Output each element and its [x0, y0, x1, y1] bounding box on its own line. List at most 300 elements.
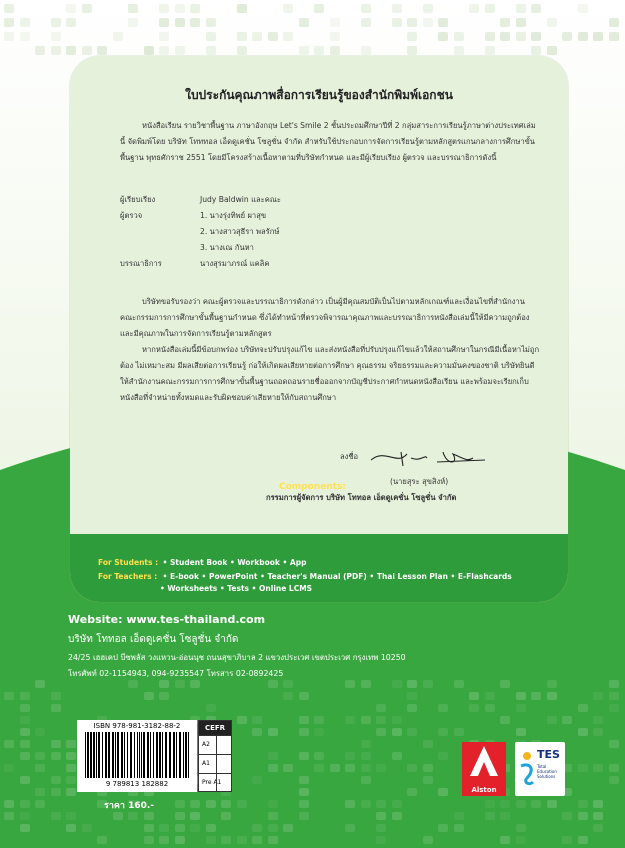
decorative-tile	[376, 824, 386, 832]
decorative-tile	[206, 704, 216, 712]
decorative-tile	[407, 46, 417, 55]
decorative-tile	[392, 728, 402, 736]
decorative-tile	[66, 788, 76, 796]
decorative-tile	[392, 680, 402, 688]
students-items: • Student Book • Workbook • App	[162, 558, 307, 567]
decorative-tile	[299, 716, 309, 724]
signer-name: (นายสุระ สุขสิงห์)	[390, 477, 449, 486]
decorative-tile	[345, 764, 355, 772]
decorative-tile	[547, 716, 557, 724]
decorative-tile	[578, 812, 588, 820]
decorative-tile	[35, 800, 45, 808]
decorative-tile	[345, 716, 355, 724]
cefr-level: A2	[199, 735, 231, 754]
decorative-tile	[407, 764, 417, 772]
barcode-bar	[169, 732, 171, 778]
signer-title: กรรมการผู้จัดการ บริษัท โททอล เอ็ดดูเคชั่น โซลูชั่น จำกัด	[266, 493, 457, 502]
decorative-tile	[252, 836, 262, 844]
decorative-tile	[407, 680, 417, 688]
decorative-tile	[516, 824, 526, 832]
decorative-tile	[268, 812, 278, 820]
decorative-tile	[593, 812, 603, 820]
decorative-tile	[593, 824, 603, 832]
decorative-tile	[454, 812, 464, 820]
decorative-tile	[4, 4, 14, 13]
decorative-tile	[500, 32, 510, 41]
decorative-tile	[454, 824, 464, 832]
decorative-tile	[469, 692, 479, 700]
price: ราคา 160.-	[104, 801, 155, 811]
decorative-tile	[376, 728, 386, 736]
decorative-tile	[361, 4, 371, 13]
decorative-tile	[485, 812, 495, 820]
decorative-tile	[128, 812, 138, 820]
decorative-tile	[252, 716, 262, 724]
decorative-tile	[609, 18, 619, 27]
decorative-tile	[51, 788, 61, 796]
decorative-tile	[20, 728, 30, 736]
decorative-tile	[485, 4, 495, 13]
barcode-digits: 9 789813 182882	[105, 780, 169, 788]
credit-row: บรรณาธิการ นางสุรมาภรณ์ แคลิค	[120, 259, 270, 268]
decorative-tile	[423, 764, 433, 772]
decorative-tile	[376, 764, 386, 772]
decorative-tile	[376, 812, 386, 820]
decorative-tile	[469, 704, 479, 712]
decorative-tile	[330, 764, 340, 772]
decorative-tile	[531, 800, 541, 808]
decorative-tile	[423, 836, 433, 844]
decorative-tile	[283, 680, 293, 688]
barcode-bar	[117, 732, 119, 778]
decorative-tile	[330, 32, 340, 41]
decorative-tile	[423, 18, 433, 27]
components-teachers	[98, 572, 512, 581]
decorative-tile	[144, 812, 154, 820]
decorative-tile	[144, 692, 154, 700]
decorative-tile	[51, 18, 61, 27]
decorative-tile	[500, 800, 510, 808]
decorative-tile	[206, 800, 216, 808]
decorative-tile	[66, 46, 76, 55]
decorative-tile	[237, 836, 247, 844]
decorative-tile	[516, 836, 526, 844]
decorative-tile	[392, 812, 402, 820]
decorative-tile	[299, 46, 309, 55]
decorative-tile	[578, 32, 588, 41]
decorative-tile	[221, 836, 231, 844]
decorative-tile	[82, 46, 92, 55]
decorative-tile	[547, 800, 557, 808]
barcode-bar	[112, 732, 114, 778]
barcode-bar	[96, 732, 97, 778]
decorative-tile	[128, 680, 138, 688]
decorative-tile	[376, 704, 386, 712]
decorative-tile	[516, 4, 526, 13]
decorative-tile	[547, 18, 557, 27]
alston-a-icon	[462, 742, 506, 782]
decorative-tile	[361, 740, 371, 748]
barcode-bars	[83, 732, 193, 780]
decorative-tile	[190, 812, 200, 820]
decorative-tile	[392, 4, 402, 13]
decorative-tile	[4, 812, 14, 820]
decorative-tile	[190, 824, 200, 832]
decorative-tile	[299, 752, 309, 760]
decorative-tile	[252, 824, 262, 832]
decorative-tile	[35, 680, 45, 688]
barcode-bar	[127, 732, 128, 778]
decorative-tile	[268, 32, 278, 41]
decorative-tile	[268, 836, 278, 844]
decorative-tile	[175, 18, 185, 27]
decorative-tile	[547, 692, 557, 700]
decorative-tile	[4, 32, 14, 41]
barcode-bar	[153, 732, 154, 778]
barcode-bar	[124, 732, 125, 778]
decorative-tile	[4, 800, 14, 808]
teachers-label: For Teachers :	[98, 572, 158, 581]
decorative-tile	[252, 728, 262, 736]
decorative-tile	[190, 4, 200, 13]
decorative-tile	[144, 46, 154, 55]
decorative-tile	[376, 800, 386, 808]
decorative-tile	[485, 32, 495, 41]
decorative-tile	[66, 812, 76, 820]
decorative-tile	[20, 716, 30, 724]
decorative-tile	[20, 812, 30, 820]
barcode-bar	[185, 732, 187, 778]
decorative-tile	[609, 692, 619, 700]
decorative-tile	[392, 716, 402, 724]
barcode	[77, 720, 197, 792]
decorative-tile	[299, 788, 309, 796]
decorative-tile	[593, 32, 603, 41]
decorative-tile	[438, 704, 448, 712]
decorative-tile	[361, 752, 371, 760]
decorative-tile	[516, 800, 526, 808]
decorative-tile	[20, 704, 30, 712]
decorative-tile	[20, 752, 30, 760]
decorative-tile	[562, 32, 572, 41]
tes-swirl-icon	[517, 748, 539, 788]
decorative-tile	[392, 18, 402, 27]
decorative-tile	[159, 680, 169, 688]
decorative-tile	[159, 18, 169, 27]
decorative-tile	[314, 46, 324, 55]
certificate-panel	[70, 56, 568, 534]
decorative-tile	[144, 836, 154, 844]
decorative-tile	[97, 46, 107, 55]
decorative-tile	[438, 18, 448, 27]
decorative-tile	[66, 776, 76, 784]
teachers-items-2: • Worksheets • Tests • Online LCMS	[160, 584, 313, 593]
decorative-tile	[500, 836, 510, 844]
credit-row: 2. นางสาวสุธีรา พลรักษ์	[200, 227, 280, 236]
decorative-tile	[485, 800, 495, 808]
barcode-bar	[173, 732, 175, 778]
barcode-bar	[183, 732, 184, 778]
decorative-tile	[82, 824, 92, 832]
decorative-tile	[361, 680, 371, 688]
decorative-tile	[531, 692, 541, 700]
components-teachers-more	[160, 584, 312, 593]
decorative-tile	[51, 692, 61, 700]
cefr-scale	[198, 720, 232, 792]
credit-row: ผู้ตรวจ 1. นางรุ่งทิพย์ ผาสุข	[120, 211, 267, 220]
barcode-bar	[108, 732, 110, 778]
decorative-tile	[20, 776, 30, 784]
credit-row: 3. นางเณ กันหา	[200, 243, 254, 252]
decorative-tile	[485, 692, 495, 700]
certificate-paragraph-2: บริษัทขอรับรองว่า คณะผู้ตรวจและบรรณาธิการดังกล่าว เป็นผู้มีคุณสมบัติเป็นไปตามหลักเกณฑ์และเงื่อนไขที่สำนักงานคณะกรรมการการศึกษาขั้นพื้นฐานกำหนด ซึ่งได้ทำหน้าที่ตรวจพิจารณาคุณภาพและบรรณาธิการหนังสือเล่มนี้ให้มีความถูกต้องและมีคุณภาพในการจัดการเรียนรู้ตามหลักสูตร	[120, 297, 530, 338]
barcode-bar	[93, 732, 95, 778]
decorative-tile	[469, 4, 479, 13]
decorative-tile	[593, 716, 603, 724]
decorative-tile	[51, 776, 61, 784]
certificate-paragraph-3: หากหนังสือเล่มนี้มีข้อบกพร่อง บริษัทจะปรับปรุงแก้ไข และส่งหนังสือที่ปรับปรุงแก้ไขแล้วให้สถานศึกษาในกรณีมีเนื้อหาไม่ถูกต้อง ไม่เหมาะสม มีผลเสียต่อการเรียนรู้ ก่อให้เกิดผลเสียหายต่อการศึกษา คุณธรรม จริยธรรมและความมั่นคงของชาติ บริษัทยินดีให้สำนักงานคณะกรรมการการศึกษาขั้นพื้นฐานถอดถอนรายชื่อออกจากบัญชีประกาศกำหนดหนังสือเรียน และพร้อมจะเรียกเก็บหนังสือที่จำหน่ายทั้งหมดและรับผิดชอบค่าเสียหายให้กับสถานศึกษา	[120, 345, 540, 402]
decorative-tile	[159, 4, 169, 13]
barcode-bar	[188, 732, 189, 778]
components-title: Components:	[279, 482, 346, 492]
decorative-tile	[423, 680, 433, 688]
decorative-tile	[562, 716, 572, 724]
barcode-bar	[121, 732, 123, 778]
decorative-tile	[237, 4, 247, 13]
decorative-tile	[407, 32, 417, 41]
decorative-tile	[206, 32, 216, 41]
decorative-tile	[314, 728, 324, 736]
decorative-tile	[51, 812, 61, 820]
decorative-tile	[268, 800, 278, 808]
decorative-tile	[20, 18, 30, 27]
decorative-tile	[175, 800, 185, 808]
decorative-tile	[283, 764, 293, 772]
decorative-tile	[175, 680, 185, 688]
barcode-bar	[159, 732, 161, 778]
decorative-tile	[4, 18, 14, 27]
barcode-bar	[141, 732, 142, 778]
barcode-bar	[176, 732, 177, 778]
decorative-tile	[516, 728, 526, 736]
barcode-bar	[143, 732, 145, 778]
decorative-tile	[206, 46, 216, 55]
decorative-tile	[438, 824, 448, 832]
decorative-tile	[345, 800, 355, 808]
decorative-tile	[562, 812, 572, 820]
decorative-tile	[609, 764, 619, 772]
decorative-tile	[562, 836, 572, 844]
decorative-tile	[252, 776, 262, 784]
decorative-tile	[20, 740, 30, 748]
decorative-tile	[175, 836, 185, 844]
decorative-tile	[35, 752, 45, 760]
decorative-tile	[345, 752, 355, 760]
decorative-tile	[35, 788, 45, 796]
decorative-tile	[454, 728, 464, 736]
decorative-tile	[35, 764, 45, 772]
decorative-tile	[531, 4, 541, 13]
decorative-tile	[66, 752, 76, 760]
decorative-tile	[593, 692, 603, 700]
decorative-tile	[407, 728, 417, 736]
barcode-bar	[102, 732, 103, 778]
decorative-tile	[299, 728, 309, 736]
certificate-title: ใบประกันคุณภาพสื่อการเรียนรู้ของสำนักพิมพ์เอกชน	[185, 88, 453, 102]
decorative-tile	[361, 764, 371, 772]
decorative-tile	[531, 46, 541, 55]
decorative-tile	[35, 728, 45, 736]
decorative-tile	[237, 32, 247, 41]
decorative-tile	[578, 800, 588, 808]
decorative-tile	[438, 32, 448, 41]
barcode-bar	[115, 732, 116, 778]
decorative-tile	[361, 800, 371, 808]
decorative-tile	[268, 680, 278, 688]
decorative-tile	[454, 46, 464, 55]
decorative-tile	[345, 824, 355, 832]
decorative-tile	[376, 716, 386, 724]
company-phone: โทรศัพท์ 02-1154943, 094-9235547 โทรสาร 02-0892425	[68, 669, 284, 678]
decorative-tile	[20, 692, 30, 700]
decorative-tile	[51, 740, 61, 748]
decorative-tile	[361, 716, 371, 724]
decorative-tile	[66, 764, 76, 772]
decorative-tile	[252, 32, 262, 41]
decorative-tile	[159, 836, 169, 844]
decorative-tile	[314, 4, 324, 13]
decorative-tile	[268, 752, 278, 760]
sign-label: ลงชื่อ	[340, 452, 359, 461]
decorative-tile	[144, 824, 154, 832]
decorative-tile	[609, 740, 619, 748]
decorative-tile	[20, 32, 30, 41]
decorative-tile	[361, 18, 371, 27]
barcode-bar	[130, 732, 132, 778]
decorative-tile	[516, 704, 526, 712]
decorative-tile	[283, 4, 293, 13]
decorative-tile	[578, 728, 588, 736]
isbn-text: ISBN 978-981-3182-88-2	[93, 722, 181, 730]
barcode-bar	[162, 732, 163, 778]
decorative-tile	[20, 800, 30, 808]
decorative-tile	[206, 824, 216, 832]
certificate-card	[70, 56, 568, 602]
decorative-tile	[516, 32, 526, 41]
decorative-tile	[485, 704, 495, 712]
website-link[interactable]: Website: www.tes-thailand.com	[68, 613, 266, 626]
decorative-tile	[268, 824, 278, 832]
decorative-tile	[609, 776, 619, 784]
company-name: บริษัท โททอล เอ็ดดูเคชั่น โซลูชั่น จำกัด	[68, 634, 239, 645]
decorative-tile	[237, 716, 247, 724]
decorative-tile	[423, 776, 433, 784]
decorative-tile	[20, 824, 30, 832]
alston-logo: Alston	[462, 742, 506, 796]
decorative-tile	[361, 776, 371, 784]
students-label: For Students :	[98, 558, 159, 567]
decorative-tile	[299, 18, 309, 27]
decorative-tile	[66, 824, 76, 832]
decorative-tile	[159, 824, 169, 832]
certificate-paragraph-1: หนังสือเรียน รายวิชาพื้นฐาน ภาษาอังกฤษ Let's Smile 2 ชั้นประถมศึกษาปีที่ 2 กลุ่มสาระการเรียนรู้ภาษาต่างประเทศเล่มนี้ จัดพิมพ์โดย บริษัท โทททอล เอ็ดดูเคชั่น โซลูชั่น จำกัด สำหรับใช้ประกอบการจัดการเรียนรู้ตามหลักสูตรแกนกลางการศึกษาขั้นพื้นฐาน พุทธศักราช 2551 โดยมีโครงสร้างเนื้อหาตามที่บริษัทกำหนด และมีผู้เรียบเรียง ผู้ตรวจ และบรรณาธิการดังนี้	[120, 121, 536, 162]
decorative-tile	[51, 704, 61, 712]
barcode-bar	[85, 732, 86, 778]
decorative-tile	[438, 788, 448, 796]
decorative-tile	[330, 46, 340, 55]
barcode-bar	[87, 732, 89, 778]
decorative-tile	[423, 740, 433, 748]
decorative-tile	[438, 752, 448, 760]
barcode-bar	[165, 732, 167, 778]
decorative-tile	[268, 764, 278, 772]
decorative-tile	[345, 680, 355, 688]
decorative-tile	[500, 18, 510, 27]
decorative-tile	[66, 4, 76, 13]
decorative-tile	[221, 800, 231, 808]
barcode-bar	[105, 732, 107, 778]
barcode-bar	[137, 732, 138, 778]
decorative-tile	[485, 46, 495, 55]
decorative-tile	[578, 704, 588, 712]
decorative-tile	[283, 32, 293, 41]
credit-row: ผู้เรียบเรียง Judy Baldwin และคณะ	[120, 195, 281, 204]
decorative-tile	[407, 788, 417, 796]
decorative-tile	[299, 692, 309, 700]
decorative-tile	[376, 836, 386, 844]
components-students	[98, 558, 306, 567]
cefr-level: A1	[199, 754, 231, 773]
cefr-title: CEFR	[199, 721, 231, 735]
decorative-tile	[392, 752, 402, 760]
decorative-tile	[237, 800, 247, 808]
decorative-tile	[314, 752, 324, 760]
decorative-tile	[330, 18, 340, 27]
decorative-tile	[531, 32, 541, 41]
decorative-tile	[159, 692, 169, 700]
decorative-tile	[299, 812, 309, 820]
signature-image	[367, 446, 487, 468]
decorative-tile	[4, 740, 14, 748]
cefr-level: Pre A1	[199, 773, 231, 792]
decorative-tile	[190, 800, 200, 808]
decorative-tile	[190, 18, 200, 27]
decorative-tile	[438, 728, 448, 736]
decorative-tile	[500, 716, 510, 724]
decorative-tile	[175, 4, 185, 13]
decorative-tile	[314, 764, 324, 772]
decorative-tile	[609, 704, 619, 712]
decorative-tile	[66, 18, 76, 27]
decorative-tile	[221, 812, 231, 820]
company-address: 24/25 เฮฮเคป บีซพลัส วงแหวน-อ่อนนุช ถนนสุขาภิบาล 2 แขวงประเวศ เขตประเวศ กรุงเทพ 10250	[68, 653, 406, 662]
decorative-tile	[454, 32, 464, 41]
decorative-tile	[500, 680, 510, 688]
decorative-tile	[407, 704, 417, 712]
decorative-tile	[113, 812, 123, 820]
decorative-tile	[51, 46, 61, 55]
decorative-tile	[392, 800, 402, 808]
decorative-tile	[299, 776, 309, 784]
decorative-tile	[190, 680, 200, 688]
decorative-tile	[407, 18, 417, 27]
decorative-tile	[609, 680, 619, 688]
decorative-tile	[206, 18, 216, 27]
barcode-bar	[98, 732, 100, 778]
decorative-tile	[578, 4, 588, 13]
barcode-bar	[150, 732, 151, 778]
decorative-tile	[407, 692, 417, 700]
